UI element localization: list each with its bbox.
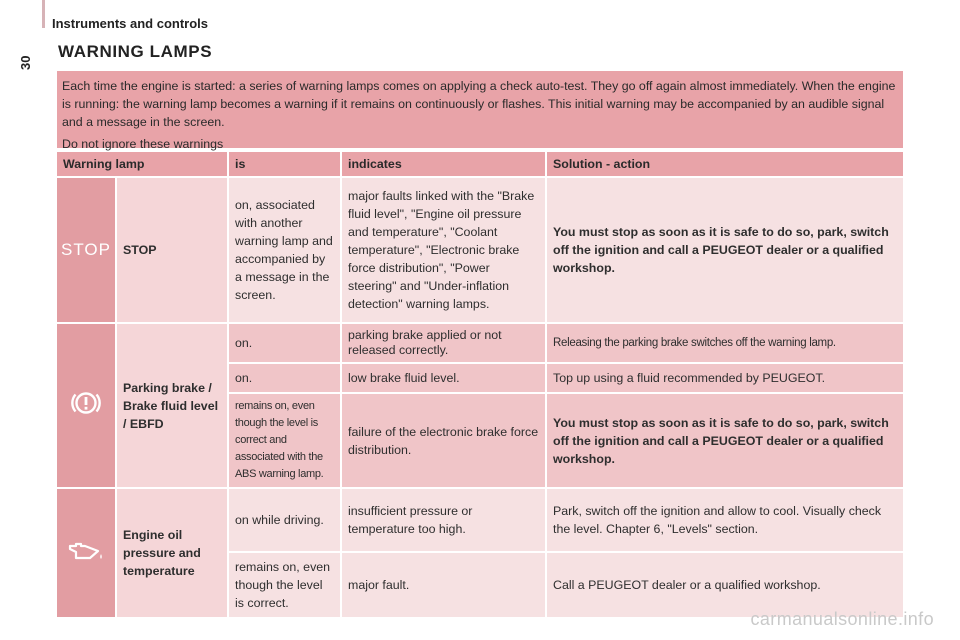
lamp-is: on. (229, 364, 340, 392)
lamp-name: STOP (117, 178, 227, 322)
header-solution: Solution - action (547, 152, 903, 176)
side-rule (42, 0, 45, 28)
lamp-is: remains on, even though the level is correct. (229, 553, 340, 617)
lamp-indicates: low brake fluid level. (342, 364, 545, 392)
stop-lamp-icon (57, 178, 115, 322)
intro-box (57, 71, 903, 151)
oil-lamp-cell (57, 489, 115, 617)
table-row (57, 324, 903, 362)
brake-lamp-cell (57, 324, 115, 487)
lamp-indicates: major faults linked with the "Brake fluid level", "Engine oil pressure and temperature", "Coolant temperature", "Electronic brake force distribution", "Power steering" and "Under-inflation detection" warning lamps. (342, 178, 545, 322)
oil-can-icon (66, 539, 106, 563)
lamp-action: Top up using a fluid recommended by PEUGEOT. (547, 364, 903, 392)
lamp-indicates: insufficient pressure or temperature too high. (342, 489, 545, 551)
header-indicates: indicates (342, 152, 545, 176)
warning-lamps-table (55, 150, 905, 619)
lamp-is: on, associated with another warning lamp and accompanied by a message in the screen. (229, 178, 340, 322)
section-title: Instruments and controls (52, 16, 209, 31)
lamp-indicates: parking brake applied or not released correctly. (342, 324, 545, 362)
page-number: 30 (18, 55, 33, 70)
intro-text: Each time the engine is started: a series of warning lamps comes on applying a check auto-test. They go off again almost immediately. When the engine is running: the warning lamp becomes a warning if it remains on continuously or flashes. This initial warning may be accompanied by an audible signal and a message in the screen. (62, 79, 896, 129)
lamp-indicates: major fault. (342, 553, 545, 617)
intro-note: Do not ignore these warnings (62, 137, 224, 151)
table-header-row (57, 152, 903, 176)
lamp-indicates: failure of the electronic brake force distribution. (342, 394, 545, 487)
page-heading: WARNING LAMPS (58, 42, 213, 61)
lamp-is: remains on, even though the level is correct and associated with the ABS warning lamp. (229, 394, 340, 487)
lamp-action: Park, switch off the ignition and allow to cool. Visually check the level. Chapter 6, "Levels" section. (547, 489, 903, 551)
lamp-action: Releasing the parking brake switches off the warning lamp. (547, 324, 903, 362)
lamp-is: on. (229, 324, 340, 362)
lamp-action: Call a PEUGEOT dealer or a qualified workshop. (547, 553, 903, 617)
lamp-action: You must stop as soon as it is safe to do so, park, switch off the ignition and call a PEUGEOT dealer or a qualified workshop. (547, 178, 903, 322)
brake-warning-icon (70, 387, 102, 419)
stop-icon: STOP (61, 239, 111, 259)
lamp-is: on while driving. (229, 489, 340, 551)
lamp-action: You must stop as soon as it is safe to do so, park, switch off the ignition and call a PEUGEOT dealer or a qualified workshop. (547, 394, 903, 487)
table-row (57, 489, 903, 551)
watermark: carmanualsonline.info (750, 609, 934, 629)
lamp-name: Engine oil pressure and temperature (117, 489, 227, 617)
table-row (57, 178, 903, 322)
header-warning-lamp: Warning lamp (57, 152, 227, 176)
header-is: is (229, 152, 340, 176)
lamp-name: Parking brake / Brake fluid level / EBFD (117, 324, 227, 487)
